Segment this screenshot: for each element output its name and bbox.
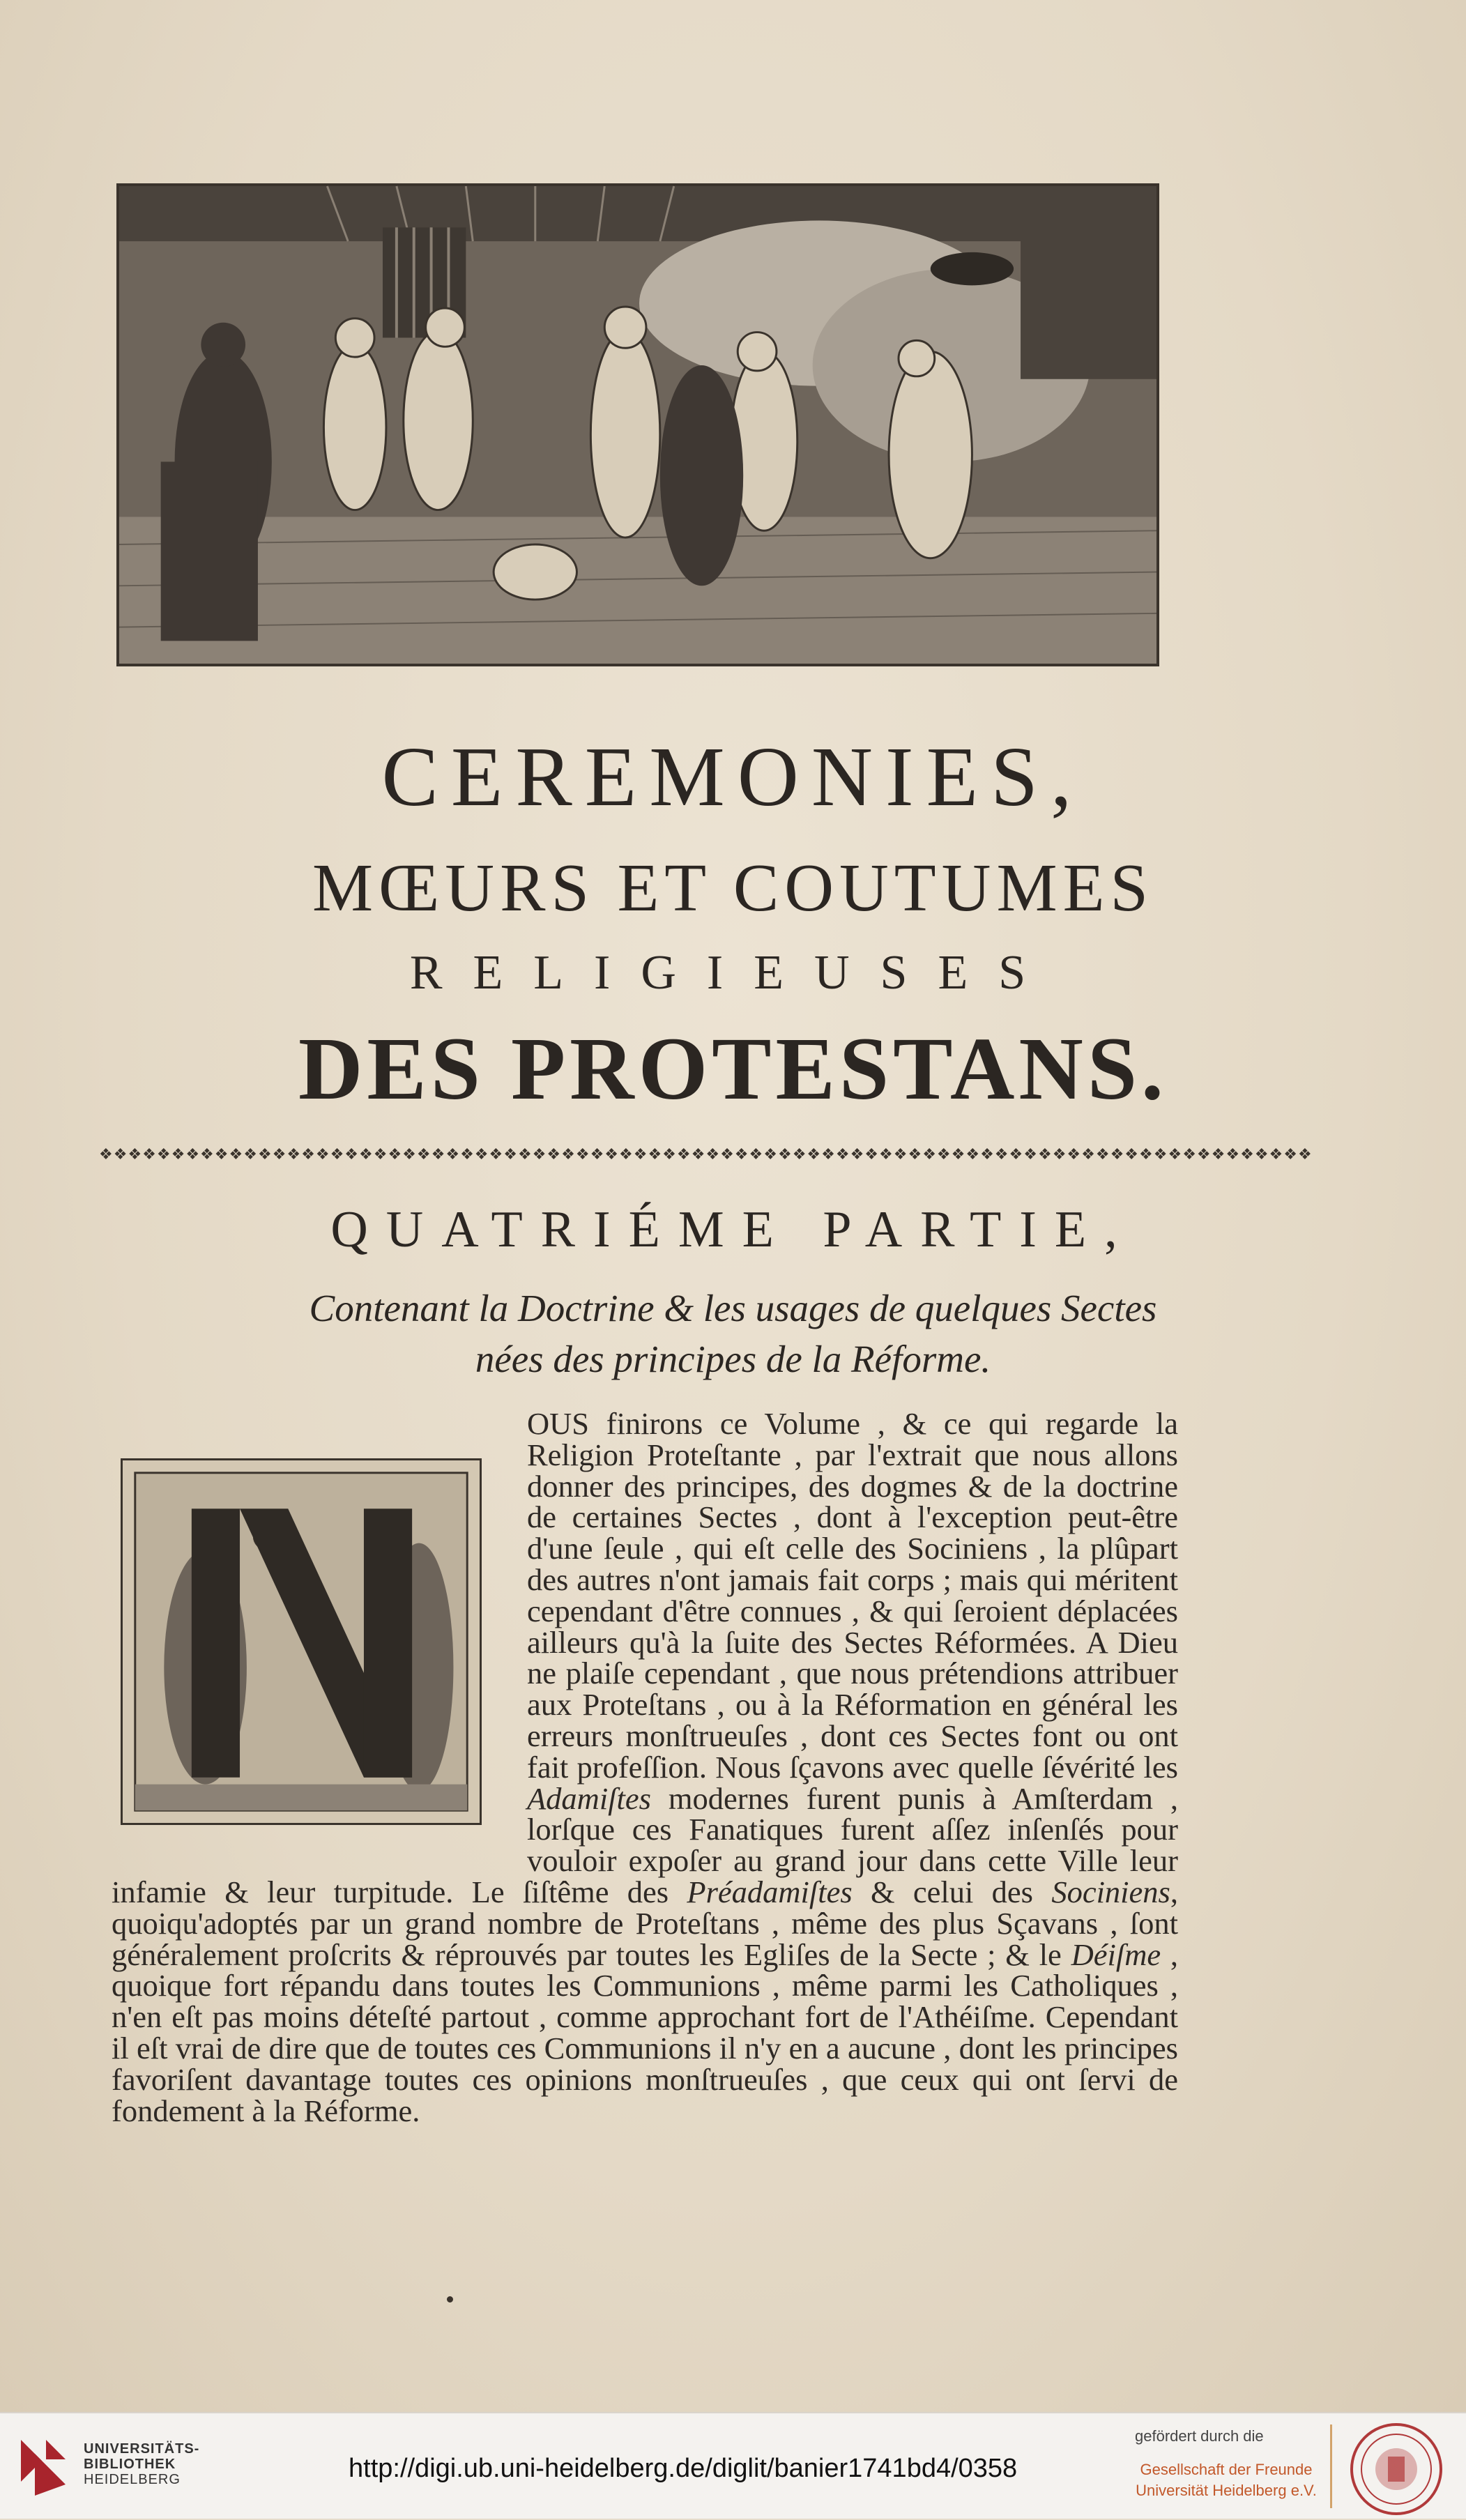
library-name-line-1: UNIVERSITÄTS-	[84, 2441, 200, 2457]
paragraph-part-1: OUS finirons ce Volume , & ce qui regarde la Religion Proteſtante , par l'extrait que nous allons donner des principes, des dogmes & de la doctrine de certaines Sectes , dont à l'exception peut-être d'une ſeule , qui eſt celle des Sociniens , la plûpart des autres n'ont jamais fait corps ; mais qui méritent cependant d'être connues , & qui ſeroient déplacées ailleurs qu'à la ſuite des Sectes Réformées. A Dieu ne plaiſe cependant , que nous prétendions attribuer aux Proteſtans , ou à la Réformation en général les erreurs monſtrueuſes , dont ces Sectes font ou ont fait profeſſion. Nous ſçavons avec quelle ſévérité les	[527, 1406, 1178, 1785]
subtitle-line-1: Contenant la Doctrine & les usages de quelques Sectes	[309, 1287, 1157, 1329]
paragraph-part-3: & celui des	[852, 1874, 1052, 1909]
permalink-url[interactable]: http://digi.ub.uni-heidelberg.de/diglit/banier1741bd4/0358	[349, 2454, 1018, 2483]
main-text-block	[112, 1408, 1178, 2168]
term-deisme: Déiſme	[1071, 1937, 1161, 1972]
ornamental-rule: ❖❖❖❖❖❖❖❖❖❖❖❖❖❖❖❖❖❖❖❖❖❖❖❖❖❖❖❖❖❖❖❖❖❖❖❖❖❖❖❖❖❖❖❖❖❖❖❖❖❖❖❖❖❖❖❖❖❖❖❖❖❖❖❖❖❖❖❖❖❖❖❖❖❖❖❖❖❖❖❖❖❖❖❖	[99, 1146, 1313, 1163]
title-line-3: RELIGIEUSES	[409, 946, 1057, 1000]
part-heading: QUATRIÉME PARTIE,	[330, 1201, 1136, 1258]
title-line-4: DES PROTESTANS.	[298, 1019, 1168, 1118]
library-name-line-2: BIBLIOTHEK	[84, 2457, 176, 2472]
university-library-logo-icon[interactable]	[14, 2433, 72, 2503]
title-line-1: CEREMONIES,	[381, 730, 1085, 824]
initial-spacer	[112, 1408, 527, 1854]
paragraph-part-2: modernes furent punis à Amſterdam , lorſque ces Fanatiques furent aſſez inſenſés pour vouloir expoſer au grand jour dans cette Ville leur infamie & leur turpitude. Le ſiſtême des	[112, 1780, 1178, 1909]
funded-by-label: gefördert durch die	[1135, 2427, 1264, 2445]
library-name-line-3: HEIDELBERG	[84, 2472, 181, 2487]
page-dot-mark	[447, 2296, 453, 2303]
footer-divider	[1330, 2424, 1332, 2508]
term-sociniens: Sociniens	[1051, 1874, 1170, 1909]
library-name	[84, 2441, 199, 2487]
footer-bar	[0, 2412, 1466, 2519]
society-name-line-2: Universität Heidelberg e.V.	[1136, 2482, 1317, 2499]
engraving-scene-image	[119, 186, 1156, 664]
university-seal-icon[interactable]	[1349, 2422, 1444, 2517]
headpiece-engraving	[116, 183, 1159, 666]
society-name[interactable]	[1135, 2459, 1318, 2501]
title-line-2: MŒURS ET COUTUMES	[312, 850, 1154, 926]
subtitle-line-2: nées des principes de la Réforme.	[475, 1338, 991, 1380]
term-preadamites: Préadamiſtes	[687, 1874, 853, 1909]
paragraph-part-5: , quoique fort répandu dans toutes les Communions , même parmi les Catholiques , n'en eſt pas moins déteſté partout , comme approchant fort de l'Athéiſme. Cependant il eſt vrai de dire que de toutes ces Communions il n'y en a aucune , dont les principes favoriſent davantage toutes ces opinions monſtrueuſes , que ceux qui ont ſervi de fondement à la Réforme.	[112, 1937, 1179, 2128]
term-adamites: Adamiſtes	[527, 1780, 651, 1816]
paragraph-part-4: , quoiqu'adoptés par un grand nombre de Proteſtans , même des plus Sçavans , ſont généralement proſcrits & réprouvés par toutes les Egliſes de la Secte ; & le	[112, 1874, 1178, 1972]
society-name-line-1: Gesellschaft der Freunde	[1140, 2461, 1313, 2478]
